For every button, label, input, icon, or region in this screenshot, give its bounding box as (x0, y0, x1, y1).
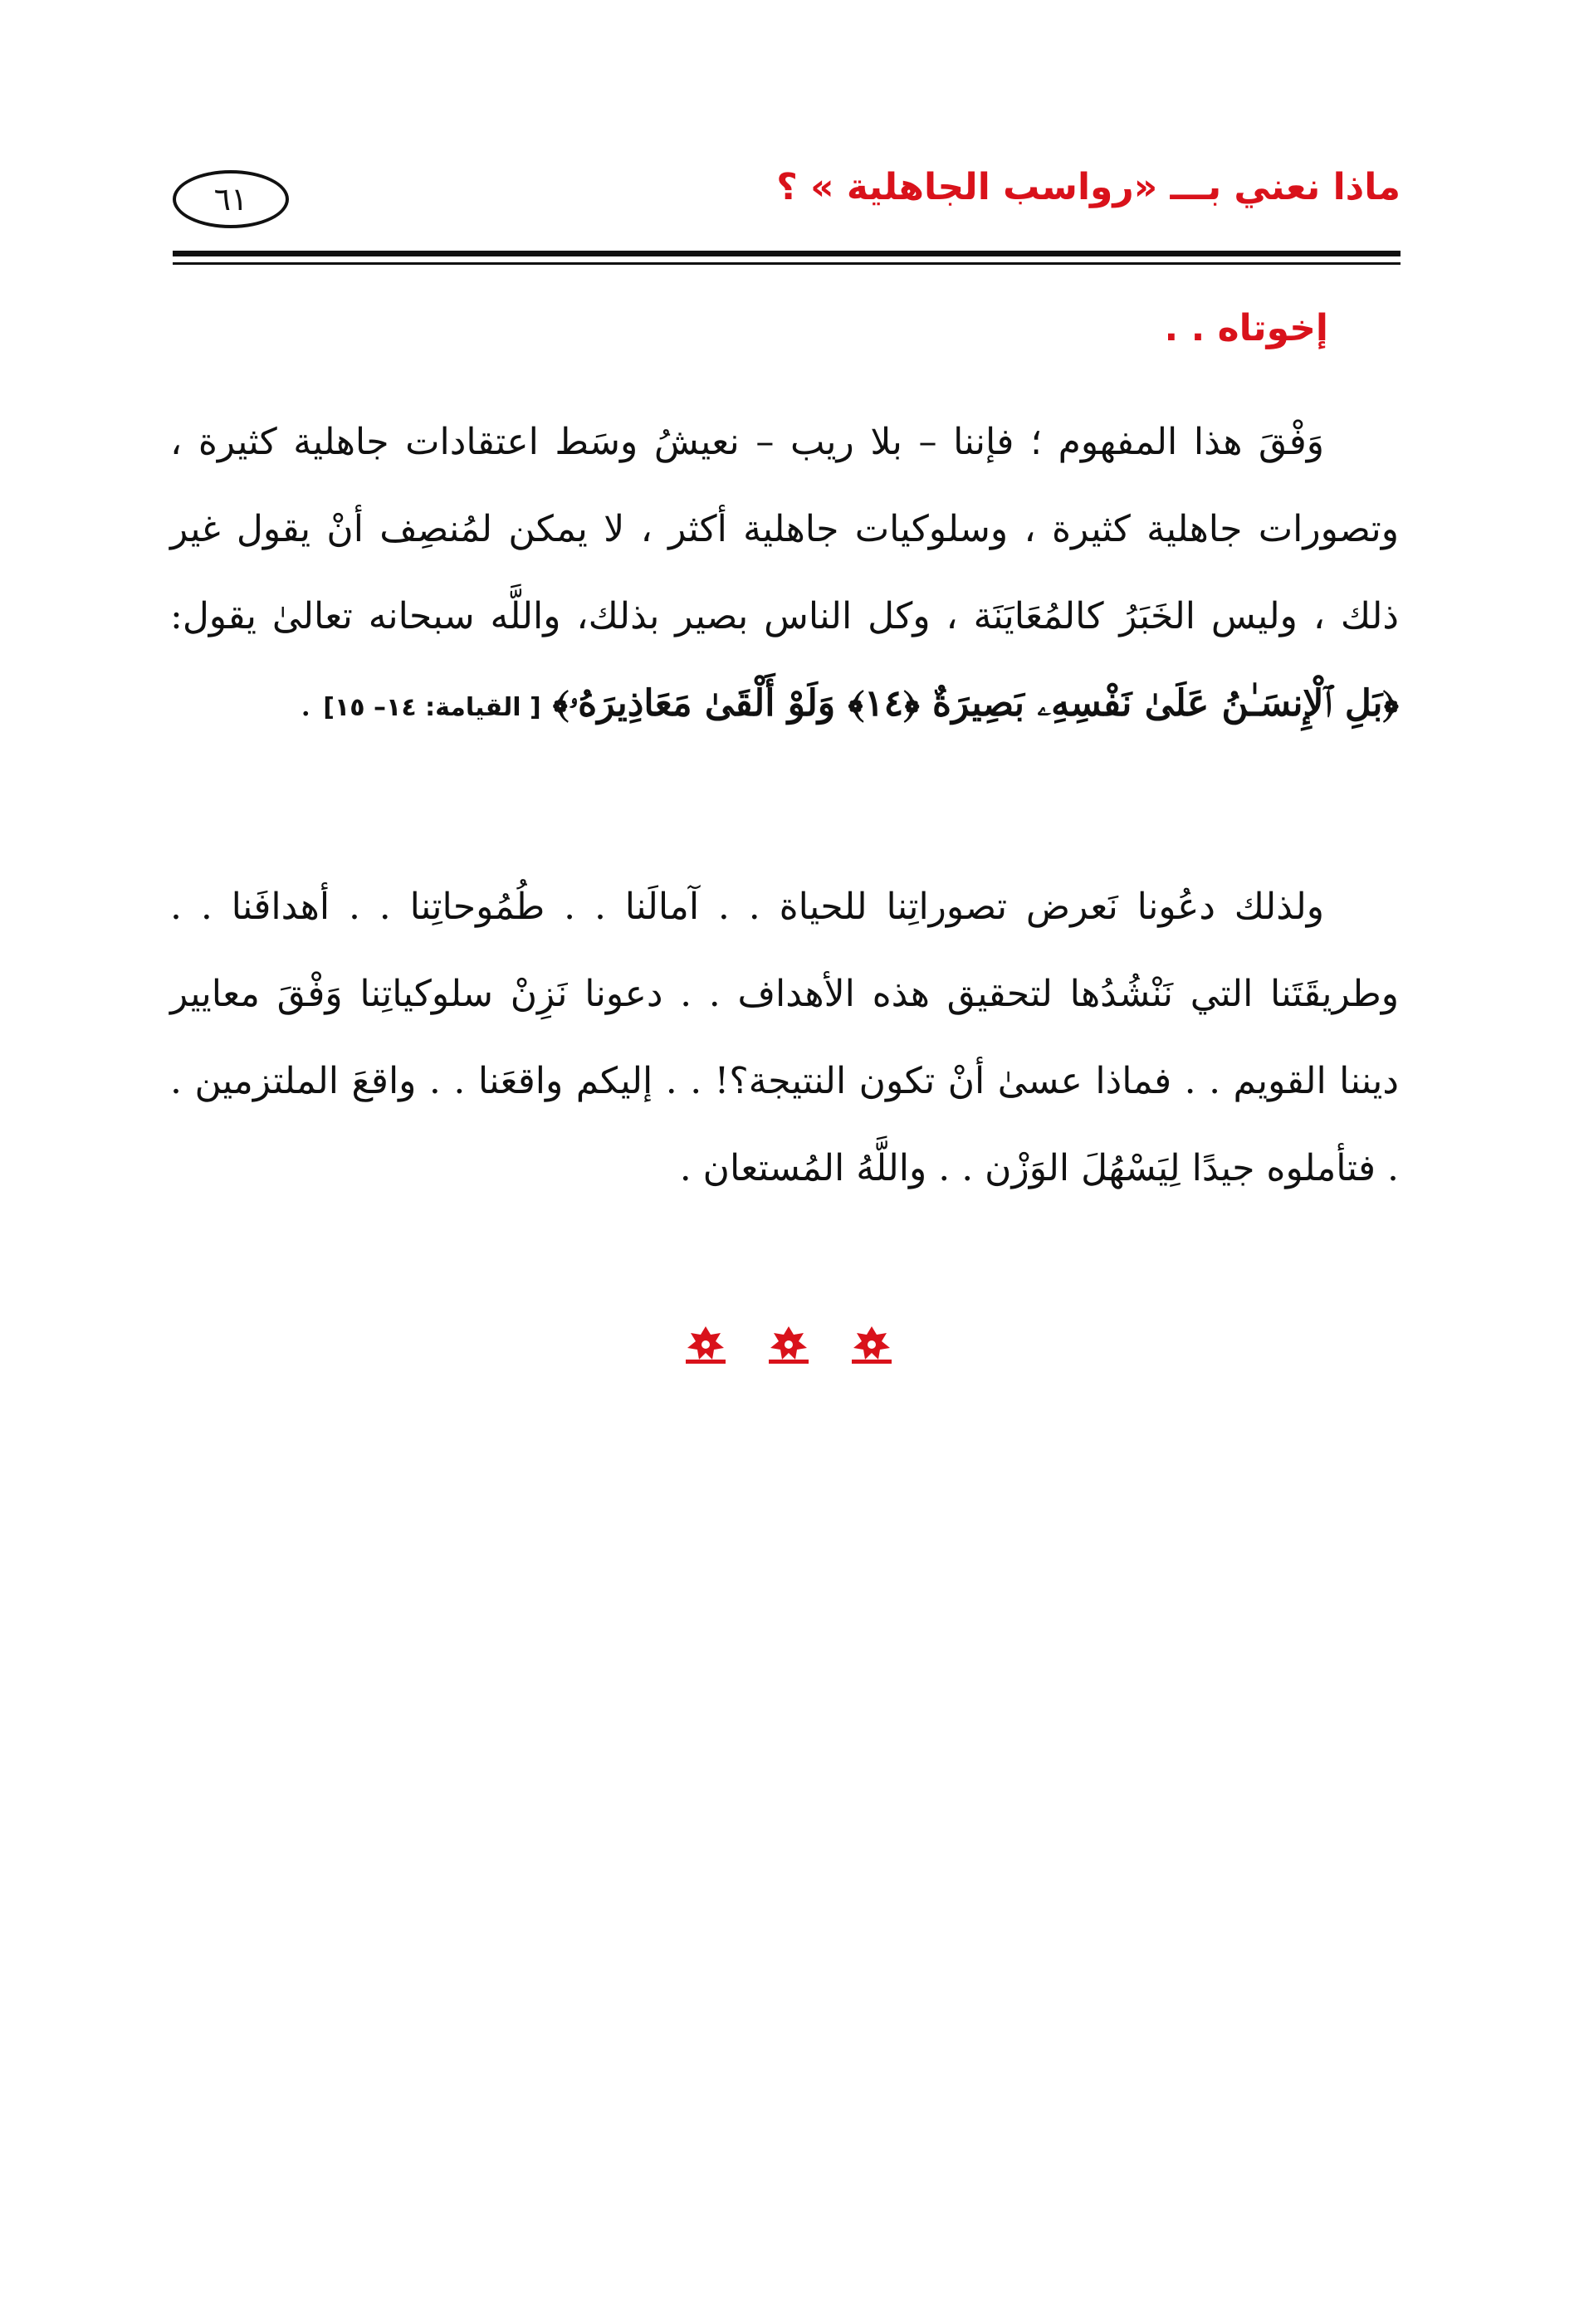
header-rule-thick (173, 251, 1401, 256)
floral-divider-icon (681, 1323, 731, 1366)
header-rule-thin (173, 262, 1401, 265)
page-number: ٦١ (213, 181, 248, 217)
section-heading: إخوتاه . . (1164, 307, 1328, 349)
floral-divider-icon (764, 1323, 814, 1366)
paragraph-2 (170, 863, 1399, 1212)
paragraph-1-end: . (300, 682, 324, 725)
floral-divider-icon (847, 1323, 897, 1366)
running-title: ماذا نعني بـــ «رواسب الجاهلية » ؟ (776, 166, 1401, 208)
quran-verse: ﴿بَلِ ٱلْإِنسَـٰنُ عَلَىٰ نَفْسِهِۦ بَصِيرَةٌ ﴿١٤﴾ وَلَوْ أَلْقَىٰ مَعَاذِيرَهُۥ﴾ (552, 682, 1399, 725)
verse-reference: [ القيامة: ١٤– ١٥] (323, 693, 541, 722)
page-number-badge (173, 170, 289, 228)
paragraph-1 (170, 398, 1399, 751)
paragraph-2-text: ولذلك دعُونا نَعرض تصوراتِنا للحياة . . آمالَنا . . طُمُوحاتِنا . . أهدافَنا . . وطريقَتَنا التي نَنْشُدُها لتحقيق هذه الأهداف . . دعونا نَزِنْ سلوكياتِنا وَفْقَ معايير ديننا القويم . . فماذا عسىٰ أنْ تكون النتيجة؟! . . إليكم واقعَنا . . واقعَ الملتزمين . . فتأملوه جيدًا لِيَسْهُلَ الوَزْن . . واللَّهُ المُستعان . (170, 886, 1399, 1189)
paragraph-1-text: وَفْقَ هذا المفهوم ؛ فإننا – بلا ريب – نعيشُ وسَط اعتقادات جاهلية كثيرة ، وتصورات جاهلية كثيرة ، وسلوكيات جاهلية أكثر ، لا يمكن لمُنصِف أنْ يقول غير ذلك ، وليس الخَبَرُ كالمُعَايَنَة ، وكل الناس بصير بذلك، واللَّه سبحانه تعالىٰ يقول: (170, 421, 1399, 637)
paragraph-2-indent (1324, 886, 1399, 928)
paragraph-1-indent (1324, 421, 1399, 463)
ornament-divider (681, 1320, 897, 1370)
